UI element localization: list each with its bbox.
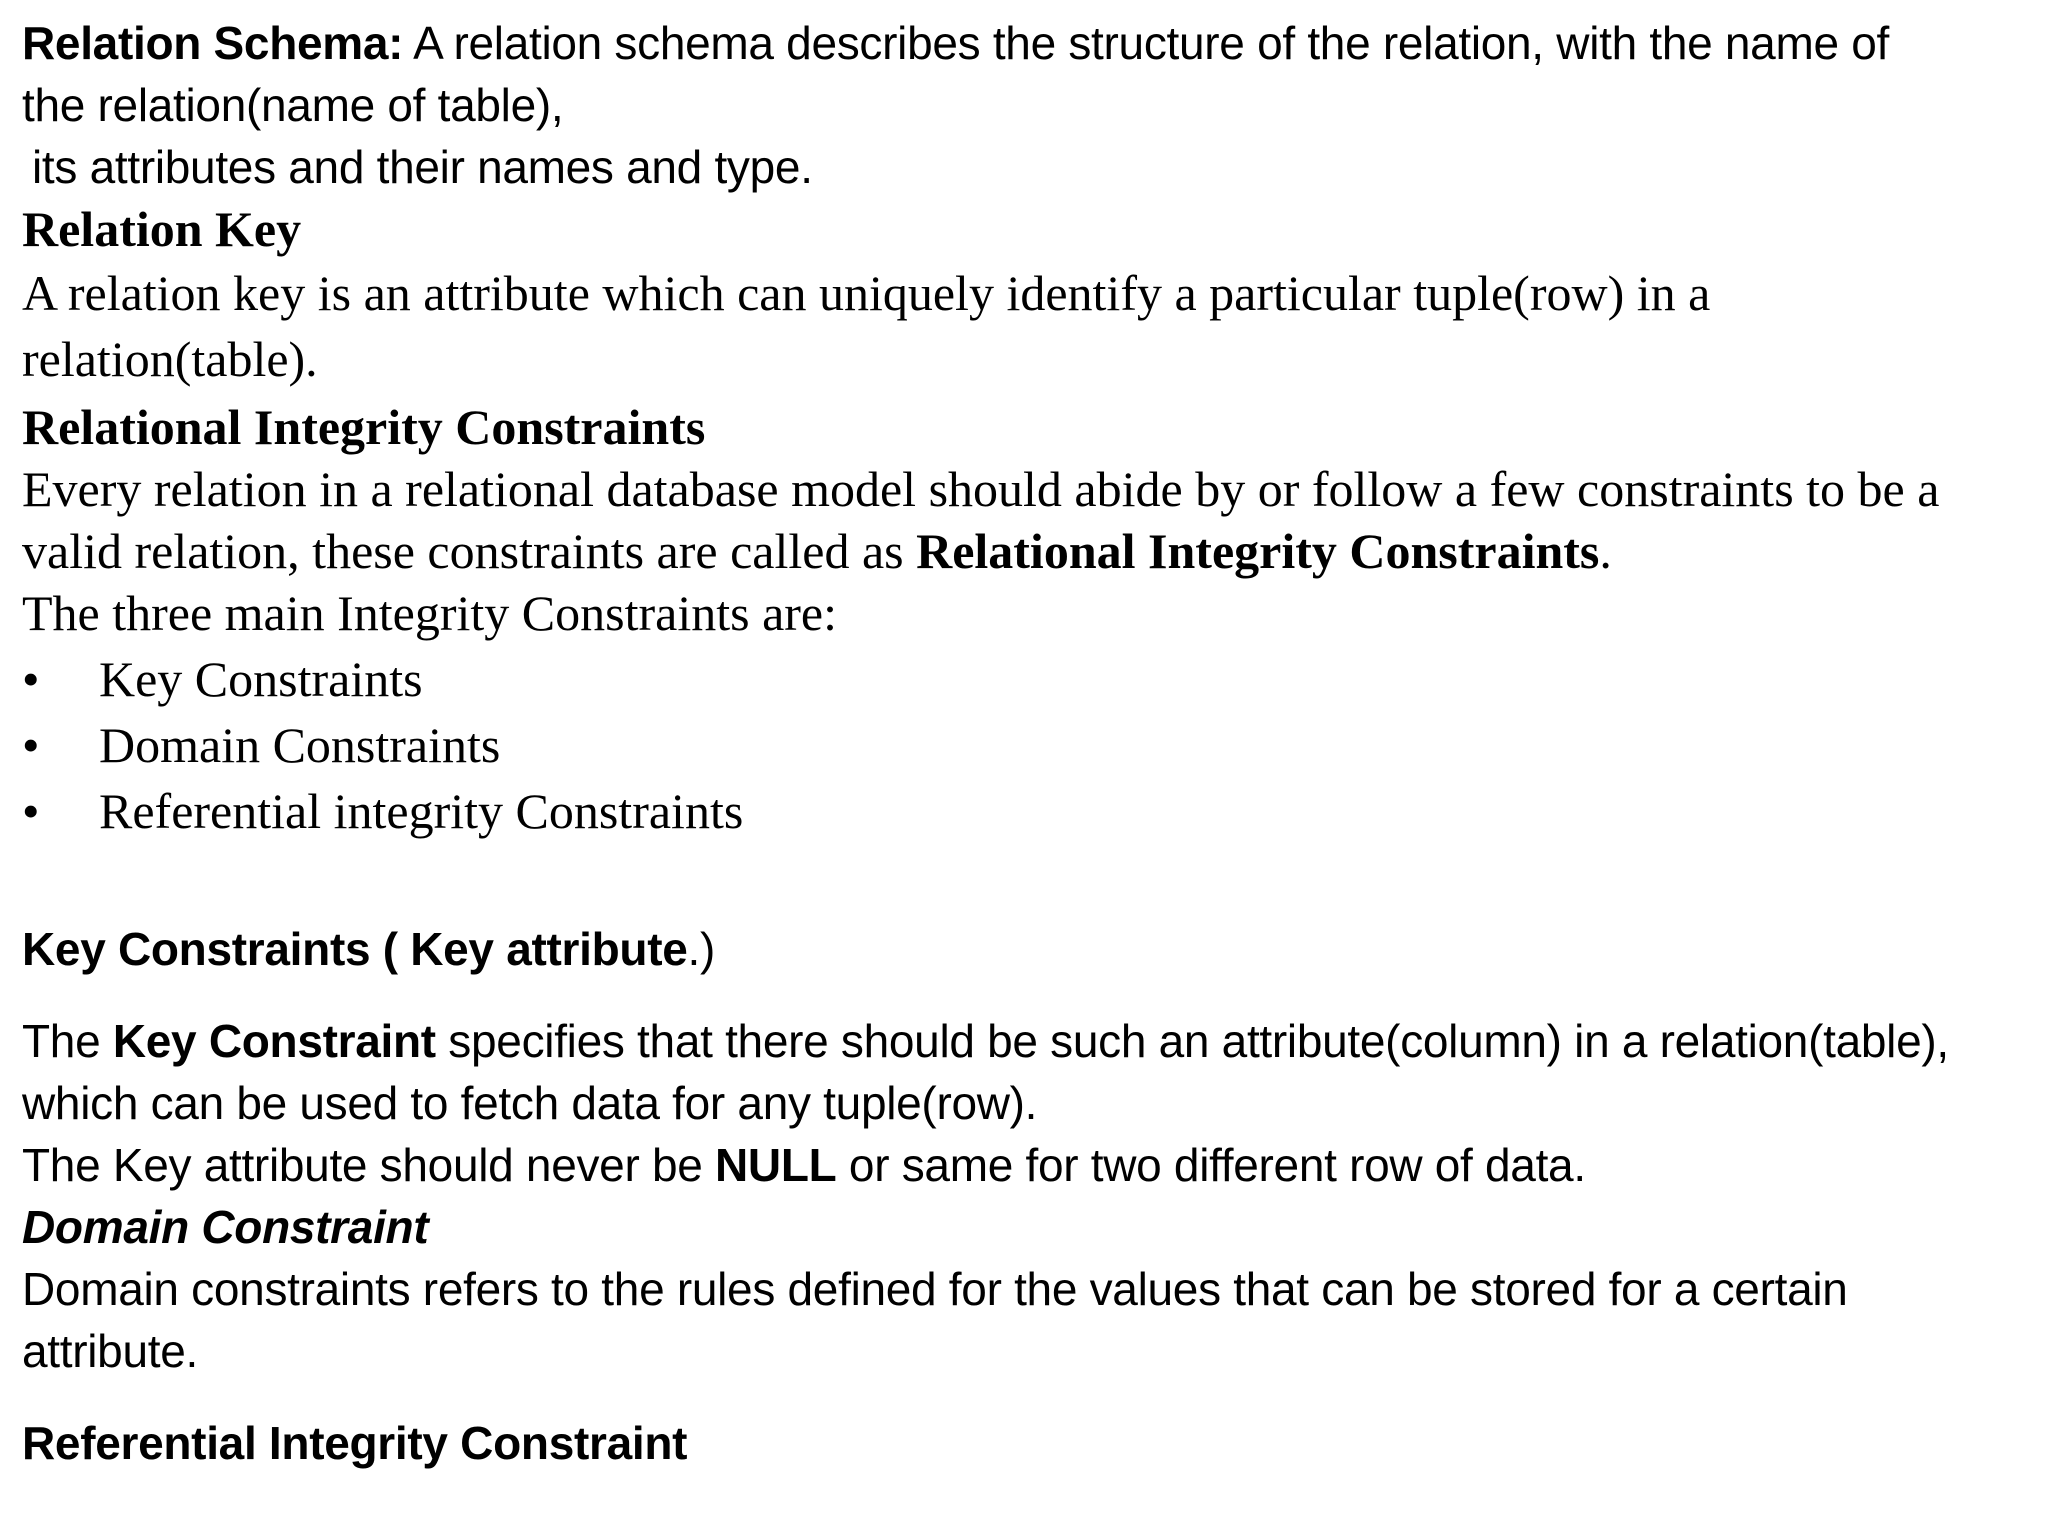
domain-constraint-heading-text: Domain Constraint: [22, 1201, 429, 1253]
key-constraint-rest: specifies that there should be such an attribute(column) in a relation(table),: [435, 1015, 1949, 1067]
relation-key-line-2: relation(table).: [22, 331, 318, 387]
relation-schema-line-3: its attributes and their names and type.: [32, 141, 813, 193]
key-constraint-line-1: [22, 1010, 2022, 1072]
key-constraint-term: Key Constraint: [112, 1015, 436, 1067]
key-constraint-line-3: [22, 1134, 2022, 1196]
domain-constraint-line-2: attribute.: [22, 1325, 198, 1377]
referential-heading-paragraph: [22, 1412, 2022, 1474]
key-constraints-heading-bold: Key Constraints ( Key attribute: [22, 923, 688, 975]
relation-key-line-1: A relation key is an attribute which can uniquely identify a particular tuple(row) in a: [22, 265, 1711, 321]
relation-schema-title: Relation Schema:: [22, 17, 404, 69]
relation-schema-line-1: [22, 12, 2022, 74]
key-attribute-pre: The Key attribute should never be: [22, 1139, 716, 1191]
key-constraint-line-2: which can be used to fetch data for any tuple(row).: [22, 1077, 1038, 1129]
integrity-term: Relational Integrity Constraints: [916, 523, 1600, 579]
list-item-text: Key Constraints: [99, 651, 423, 707]
bullet-icon: •: [22, 717, 40, 773]
relation-key-heading: Relation Key: [22, 201, 302, 257]
domain-constraint-line-1: Domain constraints refers to the rules defined for the values that can be stored for a certain: [22, 1263, 1848, 1315]
bullet-icon: •: [22, 783, 40, 839]
key-constraint-pre: The: [22, 1015, 113, 1067]
integrity-period: .: [1599, 523, 1612, 579]
bullet-icon: •: [22, 651, 40, 707]
key-constraints-heading: [22, 918, 2022, 980]
null-term: NULL: [715, 1139, 837, 1191]
integrity-line-1: Every relation in a relational database model should abide by or follow a few constraints to be a: [22, 461, 1940, 517]
relation-key-section: [22, 198, 2022, 392]
integrity-line-3: The three main Integrity Constraints are:: [22, 585, 838, 641]
list-item-text: Domain Constraints: [99, 717, 501, 773]
domain-constraint-heading: [22, 1196, 2022, 1258]
integrity-line-2-text: valid relation, these constraints are called as: [22, 523, 917, 579]
relation-schema-paragraph: [22, 12, 2022, 198]
referential-heading: Referential Integrity Constraint: [22, 1417, 688, 1469]
list-item-text: Referential integrity Constraints: [99, 783, 744, 839]
key-constraints-heading-line: [22, 918, 2022, 980]
key-constraint-paragraph: [22, 1010, 2022, 1382]
relation-schema-line-2: the relation(name of table),: [22, 79, 564, 131]
key-attribute-rest: or same for two different row of data.: [836, 1139, 1586, 1191]
integrity-heading: Relational Integrity Constraints: [22, 399, 706, 455]
key-constraints-heading-tail: .): [687, 923, 715, 975]
integrity-line-2: [22, 520, 2022, 582]
relation-schema-definition: A relation schema describes the structure of the relation, with the name of: [403, 17, 1889, 69]
integrity-section: [22, 396, 2022, 644]
